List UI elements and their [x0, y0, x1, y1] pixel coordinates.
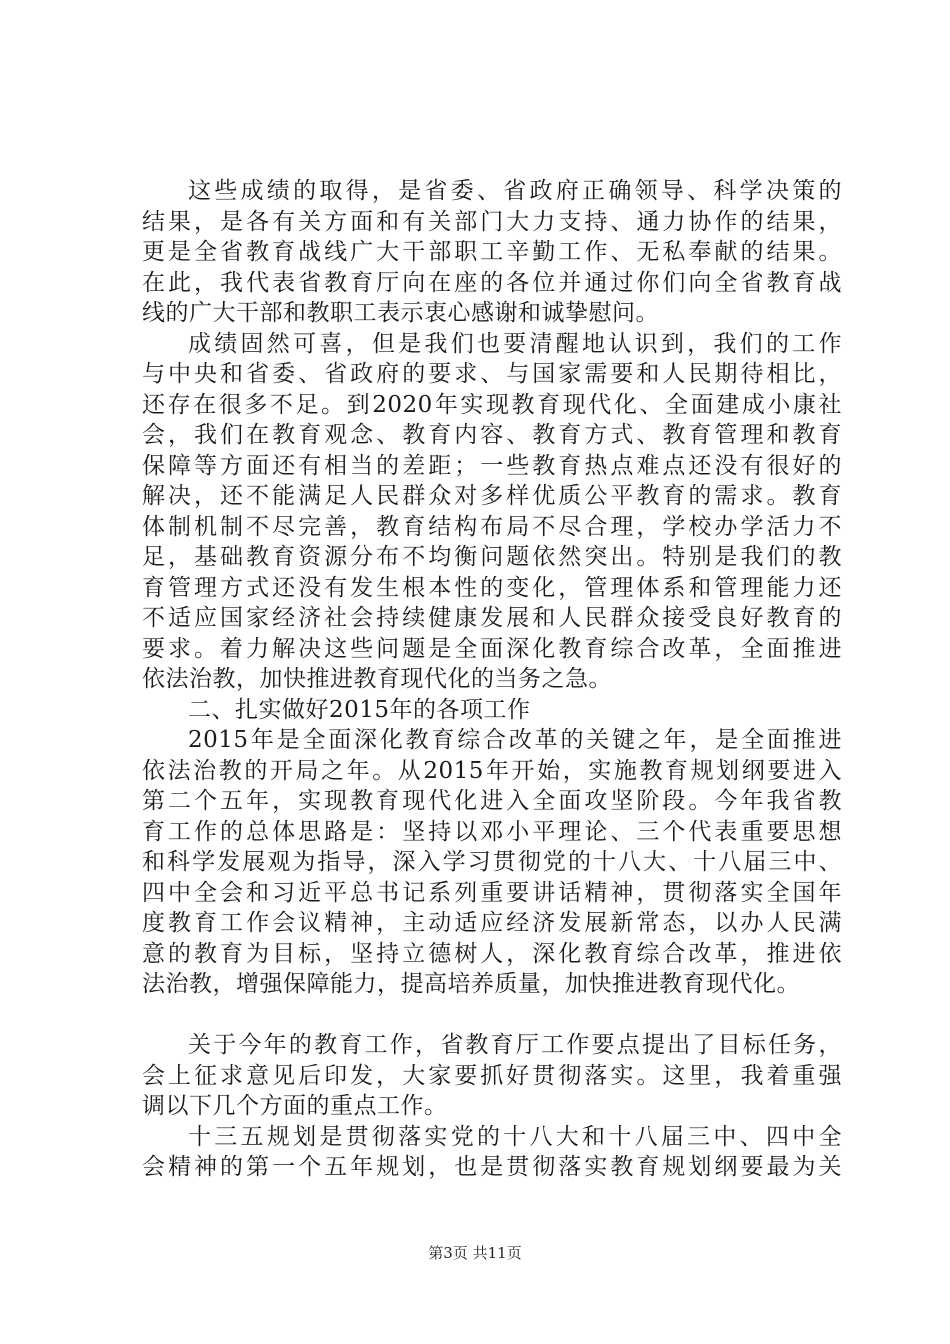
paragraph-line: 结果，是各有关方面和有关部门大力支持、通力协作的结果， — [142, 208, 842, 235]
section-heading: 二、扎实做好2015年的各项工作 — [188, 696, 531, 723]
paragraph-line: 解决，还不能满足人民群众对多样优质公平教育的需求。教育 — [142, 483, 842, 509]
blank-line — [142, 1000, 842, 1031]
paragraph-line: 更是全省教育战线广大干部职工辛勤工作、无私奉献的结果。 — [142, 239, 842, 265]
paragraph-line: 育工作的总体思路是：坚持以邓小平理论、三个代表重要思想 — [142, 818, 842, 845]
document-body — [142, 176, 842, 1183]
paragraph-line: 这些成绩的取得，是省委、省政府正确领导、科学决策的 — [188, 178, 842, 204]
paragraph-line: 线的广大干部和教职工表示衷心感谢和诚挚慰问。 — [142, 300, 659, 326]
paragraph-line: 第二个五年，实现教育现代化进入全面攻坚阶段。今年我省教 — [142, 788, 842, 814]
paragraph-line: 成绩固然可喜，但是我们也要清醒地认识到，我们的工作 — [188, 330, 842, 357]
paragraph-line: 足，基础教育资源分布不均衡问题依然突出。特别是我们的教 — [142, 544, 842, 570]
paragraph-line: 要求。着力解决这些问题是全面深化教育综合改革，全面推进 — [142, 635, 842, 662]
paragraph-line: 依法治教的开局之年。从2015年开始，实施教育规划纲要进入 — [142, 757, 842, 784]
paragraph-line: 依法治教，加快推进教育现代化的当务之急。 — [142, 666, 612, 692]
paragraph-line: 在此，我代表省教育厅向在座的各位并通过你们向全省教育战 — [142, 269, 842, 296]
paragraph-line: 调以下几个方面的重点工作。 — [142, 1093, 448, 1119]
paragraph-line: 不适应国家经济社会持续健康发展和人民群众接受良好教育的 — [142, 605, 842, 631]
paragraph-line: 会精神的第一个五年规划，也是贯彻落实教育规划纲要最为关 — [142, 1154, 842, 1180]
paragraph-line: 四中全会和习近平总书记系列重要讲话精神，贯彻落实全国年 — [142, 879, 842, 906]
paragraph-line: 十三五规划是贯彻落实党的十八大和十八届三中、四中全 — [188, 1123, 842, 1150]
paragraph-line: 还存在很多不足。到2020年实现教育现代化、全面建成小康社 — [142, 391, 842, 418]
paragraph-line: 保障等方面还有相当的差距；一些教育热点难点还没有很好的 — [142, 452, 842, 479]
paragraph-line: 会，我们在教育观念、教育内容、教育方式、教育管理和教育 — [142, 422, 842, 448]
paragraph-line: 会上征求意见后印发，大家要抓好贯彻落实。这里，我着重强 — [142, 1062, 842, 1089]
page-number-footer: 第3页 共11页 — [428, 1244, 522, 1262]
paragraph-line: 和科学发展观为指导，深入学习贯彻党的十八大、十八届三中、 — [142, 849, 842, 875]
paragraph-line: 体制机制不尽完善，教育结构布局不尽合理，学校办学活力不 — [142, 513, 842, 540]
paragraph-line: 与中央和省委、省政府的要求、与国家需要和人民期待相比， — [142, 361, 842, 387]
paragraph-line: 2015年是全面深化教育综合改革的关键之年，是全面推进 — [188, 727, 842, 753]
paragraph-line: 关于今年的教育工作，省教育厅工作要点提出了目标任务， — [188, 1032, 842, 1058]
paragraph-line: 意的教育为目标，坚持立德树人，深化教育综合改革，推进依 — [142, 940, 842, 967]
paragraph-line: 育管理方式还没有发生根本性的变化，管理体系和管理能力还 — [142, 574, 842, 601]
paragraph-line: 法治教，增强保障能力，提高培养质量，加快推进教育现代化。 — [142, 971, 800, 997]
paragraph-line: 度教育工作会议精神，主动适应经济发展新常态，以办人民满 — [142, 910, 842, 936]
